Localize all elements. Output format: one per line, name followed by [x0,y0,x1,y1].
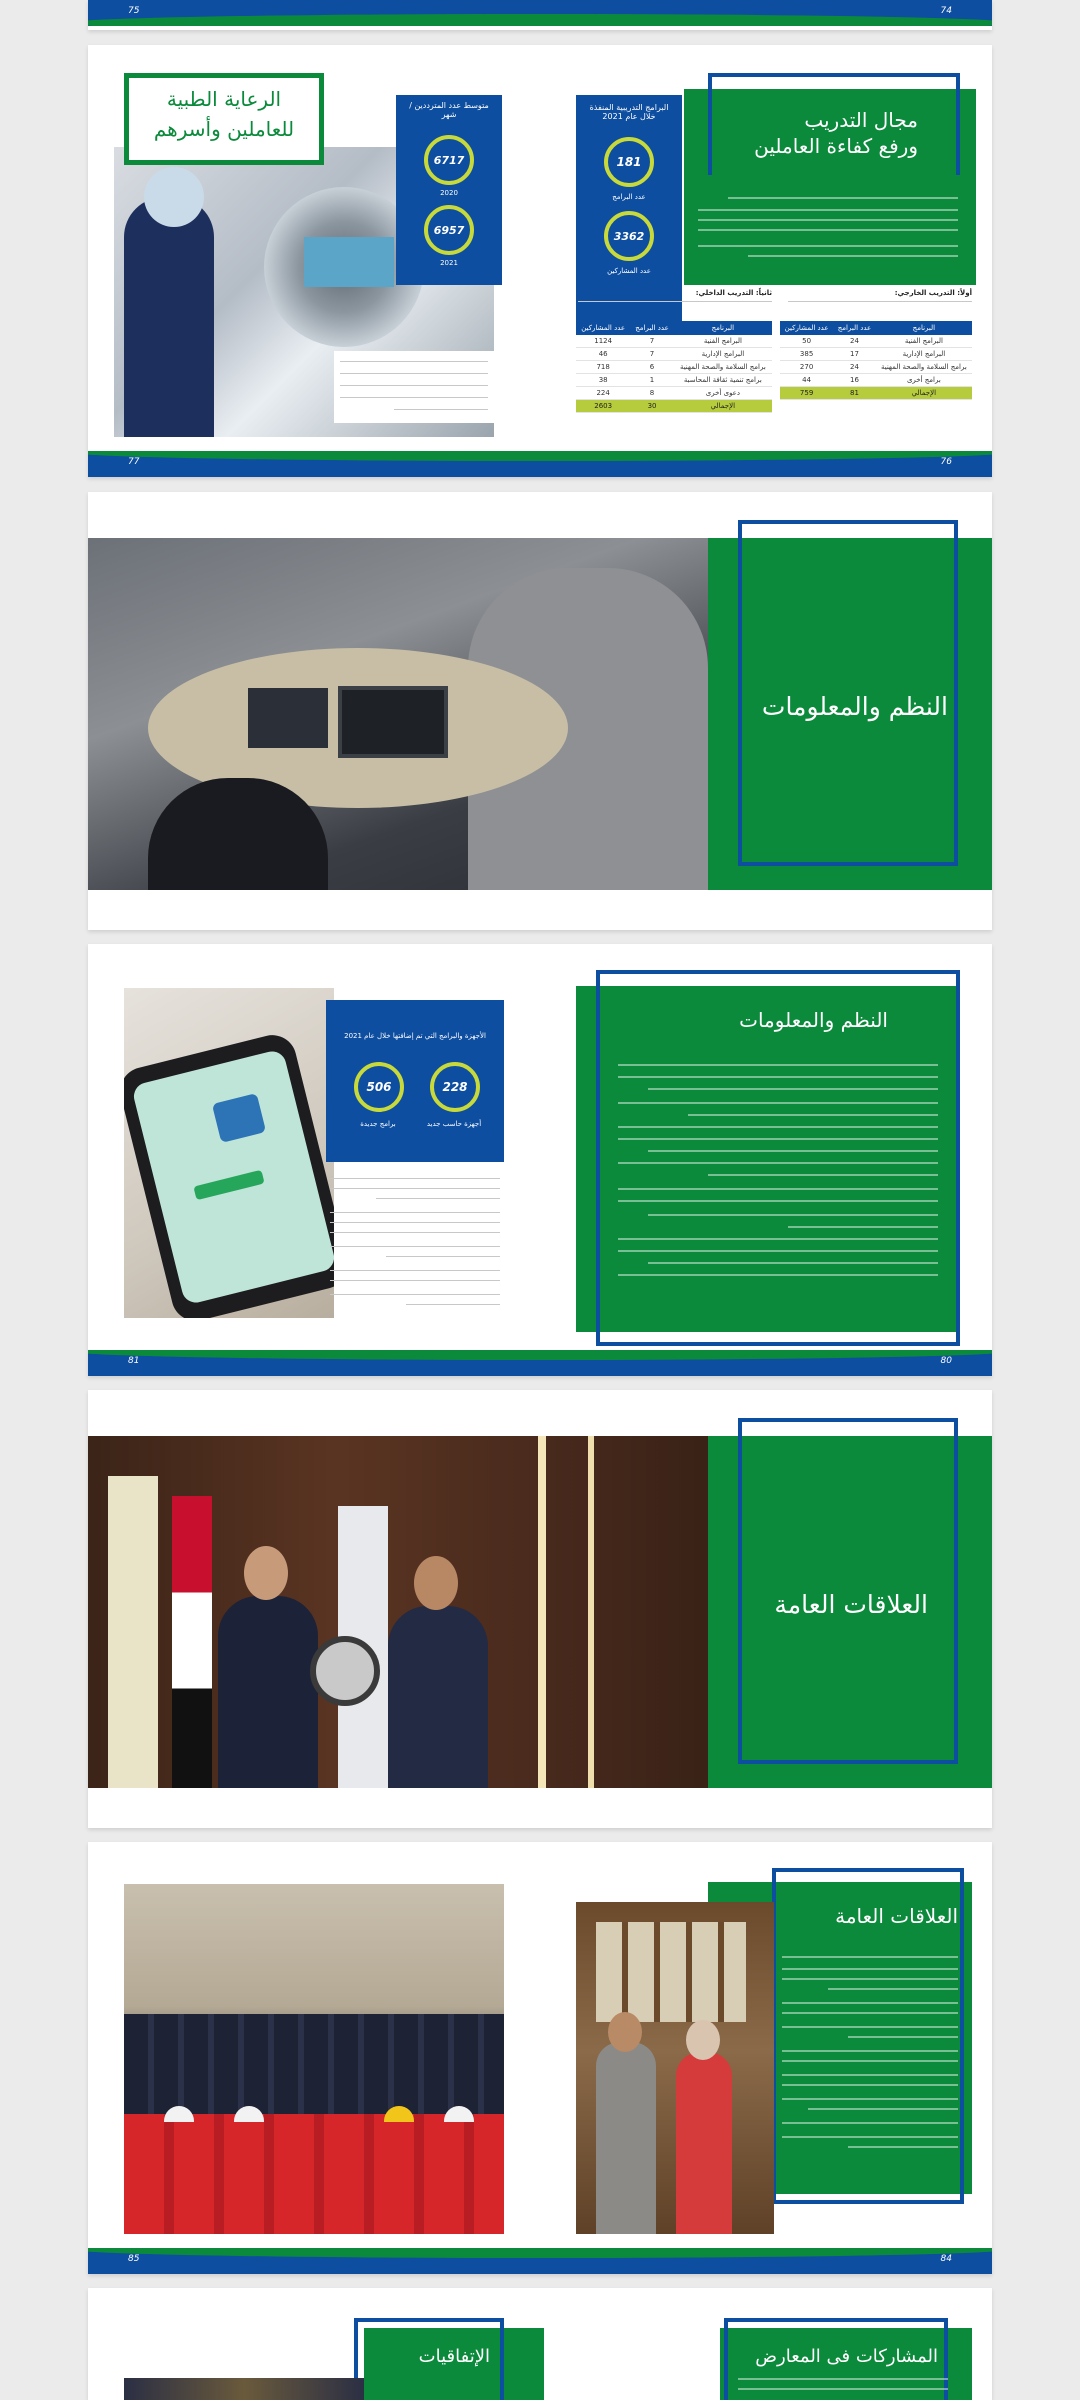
table-total-row: الإجمالي 30 2603 [576,400,772,413]
table-row: البرامج الفنية 24 50 [780,335,972,348]
devices-count-label: أجهزة حاسب جديد [426,1120,482,1128]
page-77-76 [88,45,992,477]
table-row: برامج السلامة والصحة المهنية 6 718 [576,361,772,374]
programs-count-ring: 506 [354,1062,404,1112]
systems-detail-title: النظم والمعلومات [739,1008,888,1032]
medical-text-block [334,351,494,423]
table-row: برامج تنمية ثقافة المحاسبة 1 38 [576,374,772,387]
page-number-right: 74 [940,6,952,16]
page-systems-cover [88,492,992,930]
page-pr-cover [88,1390,992,1828]
training-title: مجال التدريب ورفع كفاءة العاملين [754,108,918,158]
pr-title: العلاقات العامة [774,1590,928,1619]
table-row: دعوى أخرى 8 224 [576,387,772,400]
page-85-84 [88,1842,992,2274]
participants-count-ring: 3362 [604,211,654,261]
internal-training-table: البرنامج عدد البرامج عدد المشاركين البرامج الفنية 7 1124 البرامج الإدارية 7 46 برامج السلامة والصحة المهنية 6 718 برامج تنمية ثقافة المحاسبة 1 38 دعوى أخرى 8 224 الإجمالي 30 2603 [576,321,772,413]
programs-count-label: برامج جديدة [360,1120,396,1128]
systems-stats-caption: الأجهزة والبرامج التي تم إضافتها خلال عام 2021 [344,1032,486,1040]
table-row: البرامج الفنية 7 1124 [576,335,772,348]
pr-detail-title: العلاقات العامة [835,1904,958,1928]
internal-training-heading: ثانياً: التدريب الداخلي: [695,289,772,297]
table-row: برامج السلامة والصحة المهنية 24 270 [780,361,972,374]
page-number-left: 75 [128,6,140,16]
external-training-heading: أولاً: التدريب الخارجي: [894,289,972,297]
exhibitions-title: المشاركات فى المعارض [755,2346,938,2367]
agreements-photo [124,2378,364,2400]
page-number-left: 77 [128,457,140,467]
avg-2020-ring: 6717 [424,135,474,185]
page-number-left: 85 [128,2254,140,2264]
page-exhibitions-agreements [88,2288,992,2400]
table-row: برامج أخرى 16 44 [780,374,972,387]
page-number-right: 80 [940,1356,952,1366]
phone-app-photo [124,988,334,1318]
avg-2021-ring: 6957 [424,205,474,255]
training-stats-caption: البرامج التدريبية المنفذة خلال عام 2021 [589,103,669,121]
page-number-left: 81 [128,1356,140,1366]
participants-count-label: عدد المشاركين [607,267,651,275]
table-total-row: الإجمالي 81 759 [780,387,972,400]
group-photo [124,1884,504,2234]
agreements-title: الإتفاقيات [418,2346,490,2367]
ceremony-photo [88,1436,708,1788]
meeting-laptops-photo [88,538,708,890]
table-row: البرامج الإدارية 17 385 [780,348,972,361]
page-number-right: 76 [940,457,952,467]
systems-title: النظم والمعلومات [761,692,948,721]
page-75-74 [88,0,992,30]
systems-left-text [326,1170,504,1320]
page-footer-band [88,451,992,477]
devices-count-ring: 228 [430,1062,480,1112]
page-number-right: 84 [940,2254,952,2264]
table-row: البرامج الإدارية 7 46 [576,348,772,361]
year-2021-label: 2021 [440,259,458,267]
page-footer-band [88,2248,992,2274]
office-award-photo [576,1902,774,2234]
programs-count-label: عدد البرامج [612,193,646,201]
external-training-table: البرنامج عدد البرامج عدد المشاركين البرامج الفنية 24 50 البرامج الإدارية 17 385 برامج السلامة والصحة المهنية 24 270 برامج أخرى 16 44 الإجمالي 81 759 [780,321,972,400]
year-2020-label: 2020 [440,189,458,197]
page-81-80 [88,944,992,1376]
page-footer-band [88,1350,992,1376]
page-footer-band [88,0,992,26]
programs-count-ring: 181 [604,137,654,187]
medical-care-title-box: الرعاية الطبية للعاملين وأسرهم [124,73,324,165]
avg-visitors-caption: متوسط عدد المترددين / شهر [409,101,489,119]
